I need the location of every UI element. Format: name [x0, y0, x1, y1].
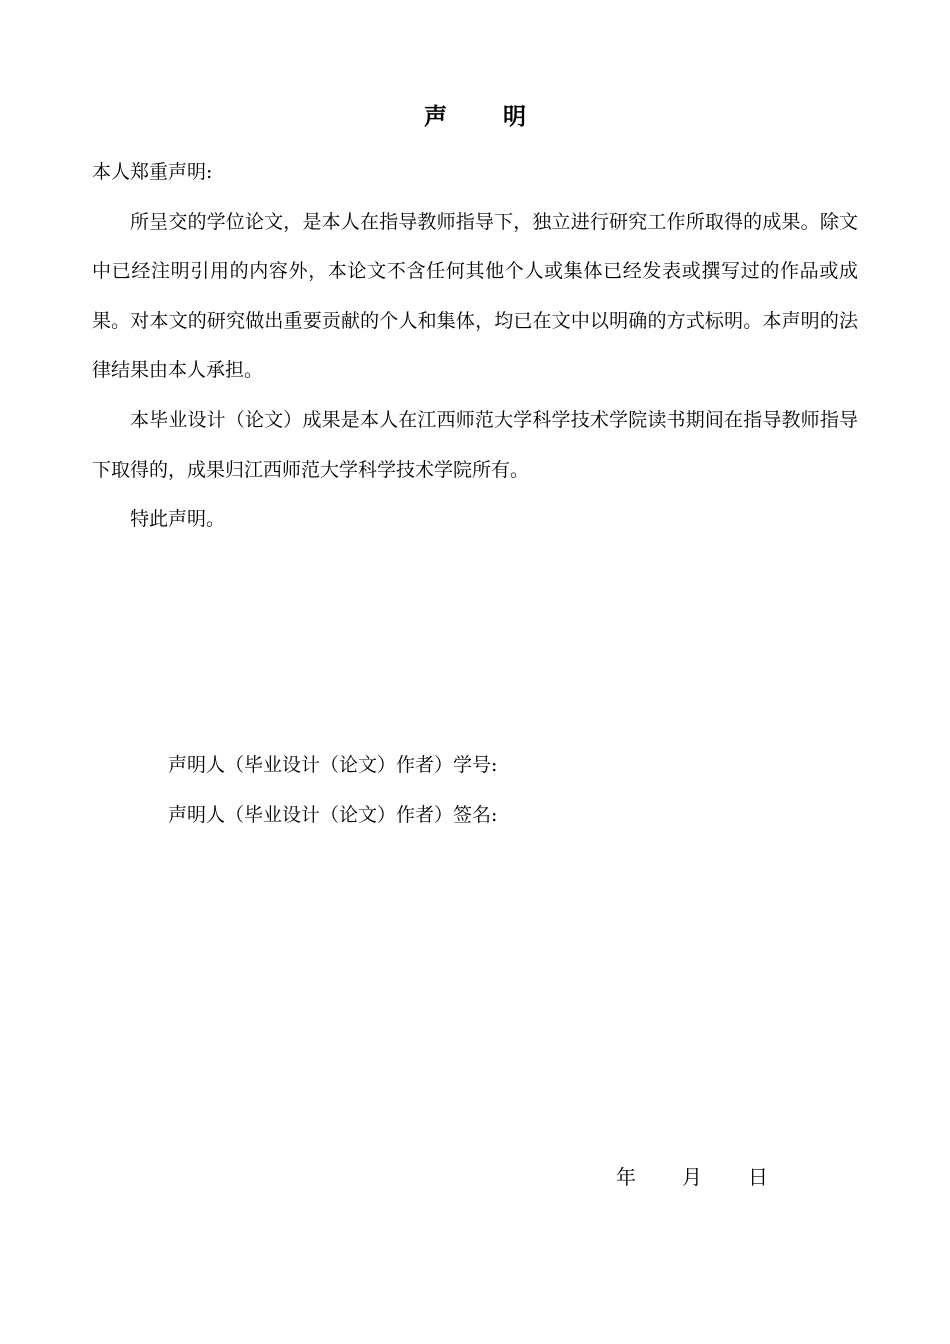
- date-month-label: 月: [682, 1165, 702, 1189]
- date-line: [616, 1160, 768, 1194]
- declaration-body: [92, 148, 858, 545]
- signature-block: [168, 740, 768, 840]
- date-year-label: 年: [616, 1165, 636, 1189]
- date-day-label: 日: [748, 1165, 768, 1189]
- declaration-paragraph-ownership: 本毕业设计（论文）成果是本人在江西师范大学科学技术学院读书期间在指导教师指导下取得的，成果归江西师范大学科学技术学院所有。: [92, 408, 858, 481]
- page-title: 声明: [424, 104, 582, 130]
- declaration-closing: 特此声明。: [130, 508, 226, 531]
- declaration-paragraph-originality: 所呈交的学位论文，是本人在指导教师指导下，独立进行研究工作所取得的成果。除文中已经注明引用的内容外，本论文不含任何其他个人或集体已经发表或撰写过的作品或成果。对本文的研究做出重要贡献的个人和集体，均已在文中以明确的方式标明。本声明的法律结果由本人承担。: [92, 210, 858, 382]
- salutation: 本人郑重声明:: [92, 161, 213, 183]
- student-id-label: 声明人（毕业设计（论文）作者）学号:: [168, 754, 498, 776]
- signature-label: 声明人（毕业设计（论文）作者）签名:: [168, 804, 498, 826]
